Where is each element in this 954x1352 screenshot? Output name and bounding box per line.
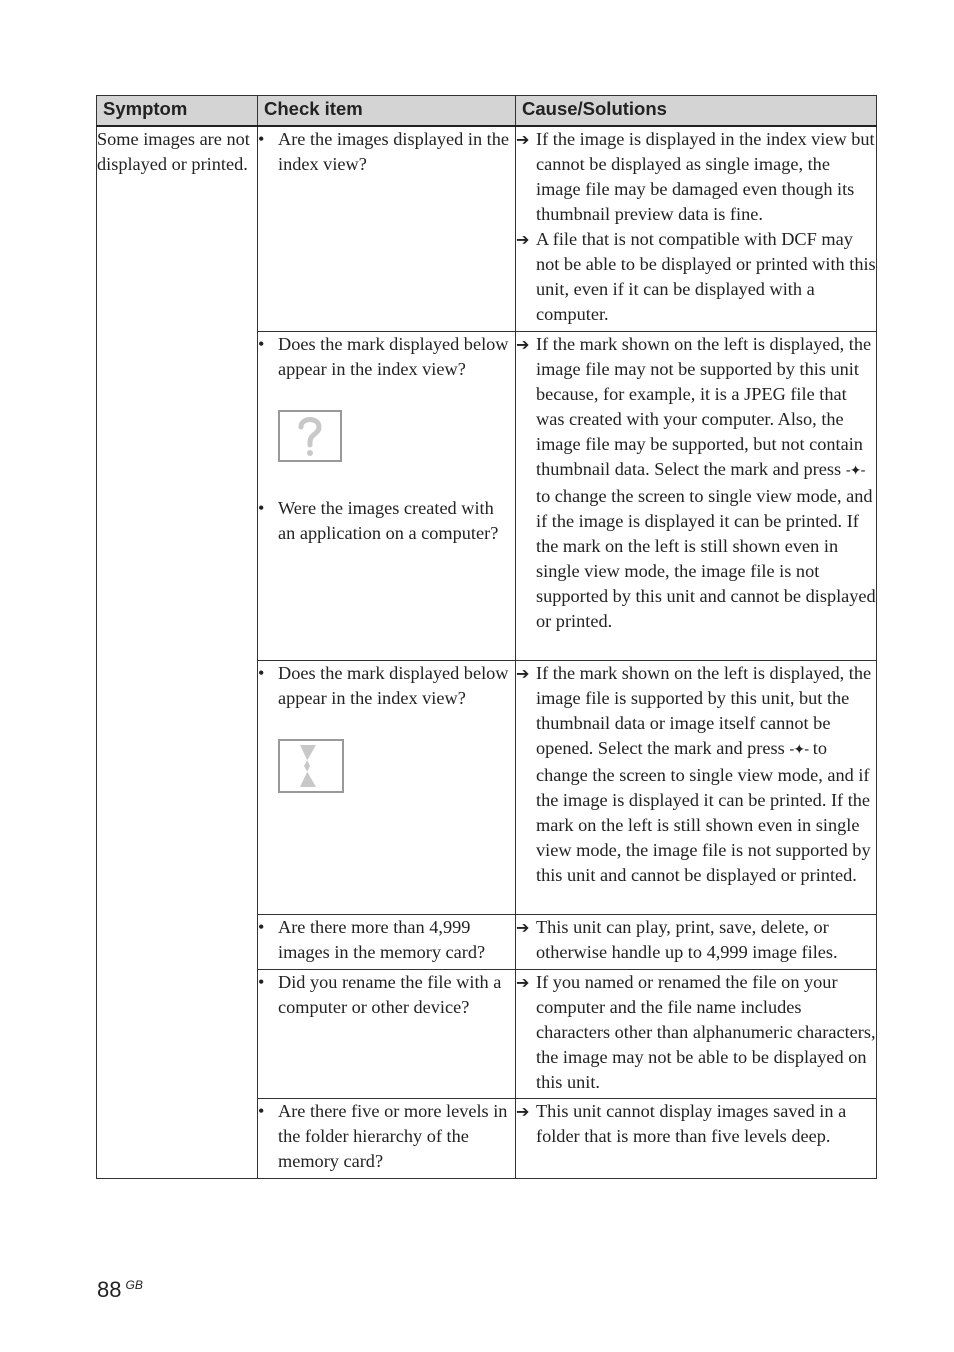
- arrow-icon: ➔: [516, 972, 530, 992]
- cause-text: to change the screen to single view mode, and if the image is displayed it can be printed. If the mark on the left is still shown even in single view mode, the image file is not supported by this unit and cannot be displayed or printed.: [536, 485, 876, 631]
- bullet-glyph: •: [258, 129, 265, 149]
- cause-item: [516, 970, 876, 1095]
- check-item-text: Does the mark displayed below appear in the index view?: [278, 662, 509, 708]
- bullet-glyph: •: [258, 916, 265, 937]
- cause-item: [516, 127, 876, 227]
- cause-cell: [516, 1098, 877, 1178]
- check-item-text: Are the images displayed in the index view?: [278, 129, 509, 174]
- cause-cell: [516, 660, 877, 914]
- troubleshooting-table: [96, 95, 877, 1179]
- page-number: 88: [97, 1277, 122, 1302]
- header-symptom: Symptom: [97, 96, 258, 127]
- arrow-icon: ➔: [516, 130, 530, 149]
- cause-item: [516, 915, 876, 965]
- bullet-glyph: •: [258, 497, 265, 518]
- check-item-cell: [258, 331, 516, 660]
- table-header-row: [97, 96, 877, 127]
- arrow-icon: ➔: [516, 334, 530, 354]
- check-item: [258, 970, 515, 1020]
- arrow-icon: ➔: [516, 917, 530, 937]
- cause-text: A file that is not compatible with DCF may not be able to be displayed or printed with this unit, even if it can be displayed with a computer.: [536, 229, 876, 324]
- check-item-cell: [258, 914, 516, 969]
- arrow-icon: ➔: [516, 663, 530, 683]
- cause-cell: [516, 969, 877, 1098]
- bullet-glyph: •: [258, 1100, 265, 1121]
- cause-item: [516, 332, 876, 634]
- check-item: [258, 127, 515, 177]
- arrow-icon: ➔: [516, 1101, 530, 1121]
- check-item: [258, 661, 515, 711]
- bullet-glyph: •: [258, 971, 265, 992]
- cause-text: to change the screen to single view mode, and if the image is displayed it can be printed. If the mark on the left is still shown even in single view mode, the image file is not supported by this unit and cannot be displayed or printed.: [536, 737, 871, 885]
- broken-image-icon: [278, 739, 344, 793]
- check-item-text: Does the mark displayed below appear in the index view?: [278, 333, 509, 379]
- check-item-text: Are there five or more levels in the folder hierarchy of the memory card?: [278, 1100, 508, 1171]
- symptom-cell: [97, 126, 258, 1178]
- header-check-item: Check item: [258, 96, 516, 127]
- page-footer: [97, 1277, 143, 1303]
- check-item: [258, 496, 515, 546]
- bullet-glyph: •: [258, 333, 265, 354]
- cause-item: [516, 661, 876, 888]
- symptom-text: Some images are not displayed or printed.: [97, 129, 250, 174]
- cause-text: If you named or renamed the file on your computer and the file name includes characters other than alphanumeric characters, the image may not be able to be displayed on this unit.: [536, 971, 876, 1092]
- table-row: [97, 126, 877, 331]
- question-mark-icon: [278, 410, 342, 462]
- cause-cell: [516, 126, 877, 331]
- cause-text: If the mark shown on the left is displayed, the image file is supported by this unit, but the thumbnail data or image itself cannot be opened. Select the mark and press: [536, 662, 872, 758]
- check-item-text: Are there more than 4,999 images in the memory card?: [278, 916, 486, 962]
- cause-cell: [516, 914, 877, 969]
- check-item: [258, 915, 515, 965]
- cause-text: This unit can play, print, save, delete, or otherwise handle up to 4,999 image files.: [536, 916, 838, 962]
- check-item-cell: [258, 660, 516, 914]
- check-item-text: Were the images created with an application on a computer?: [278, 497, 499, 543]
- cause-text: If the mark shown on the left is displayed, the image file may not be supported by this unit because, for example, it is a JPEG file that was created with your computer. Also, the image file may be supported, but not contain thumbnail data. Select the mark and press: [536, 333, 872, 479]
- check-item-cell: [258, 126, 516, 331]
- cause-text: This unit cannot display images saved in a folder that is more than five levels deep.: [536, 1100, 847, 1146]
- bullet-glyph: •: [258, 662, 265, 683]
- cause-text: If the image is displayed in the index view but cannot be displayed as single image, the image file may be damaged even though its thumbnail preview data is fine.: [536, 129, 875, 224]
- check-item-cell: [258, 969, 516, 1098]
- header-cause-solutions: Cause/Solutions: [516, 96, 877, 127]
- check-item-text: Did you rename the file with a computer or other device?: [278, 971, 502, 1017]
- check-item: [258, 332, 515, 382]
- cause-item: [516, 1099, 876, 1149]
- joystick-enter-icon: -✦-: [845, 462, 865, 479]
- cause-item: [516, 227, 876, 327]
- joystick-enter-icon: -✦-: [789, 741, 809, 758]
- cause-cell: [516, 331, 877, 660]
- region-code: GB: [125, 1278, 143, 1292]
- arrow-icon: ➔: [516, 230, 530, 249]
- check-item: [258, 1099, 515, 1174]
- check-item-cell: [258, 1098, 516, 1178]
